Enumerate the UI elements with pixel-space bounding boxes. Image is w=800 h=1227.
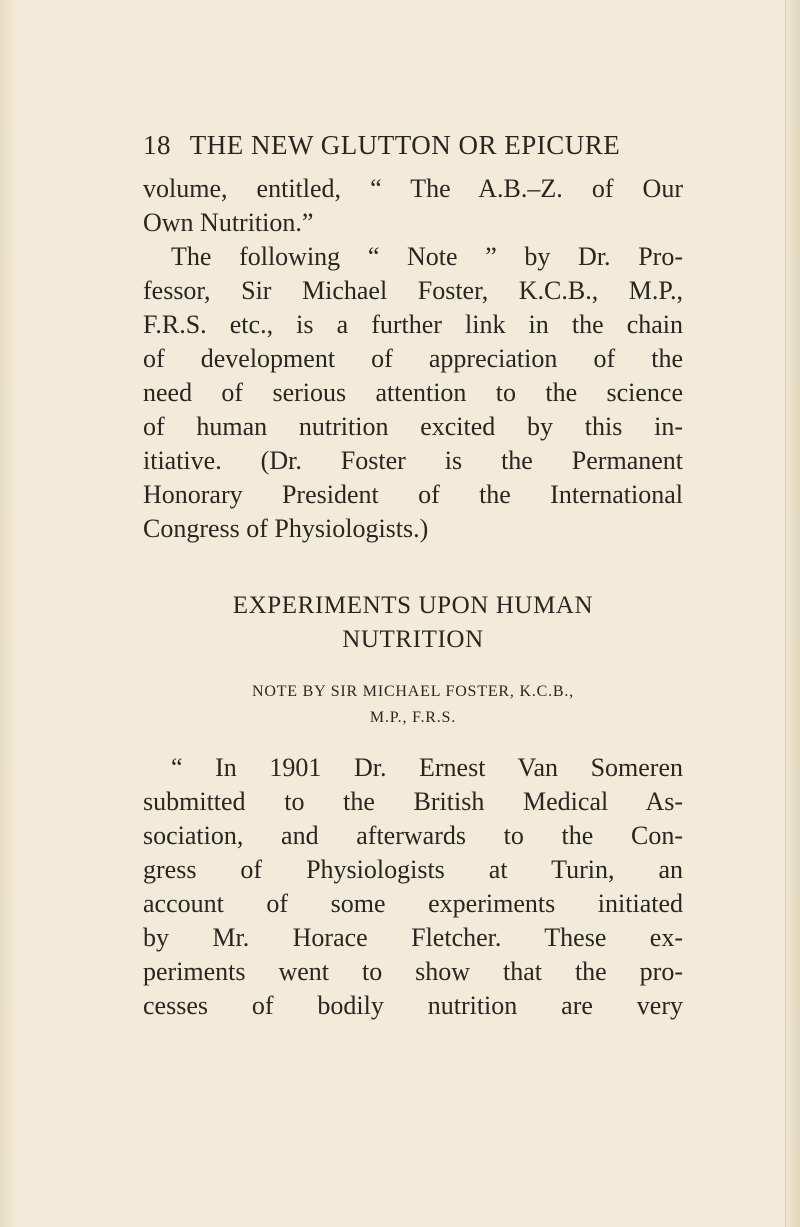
running-head xyxy=(143,130,683,161)
text-line: cesses of bodily nutrition are very xyxy=(143,991,683,1020)
running-head-title: THE NEW GLUTTON OR EPICURE xyxy=(189,130,621,160)
section-heading: EXPERIMENTS UPON HUMAN xyxy=(232,592,594,619)
text-line: fessor, Sir Michael Foster, K.C.B., M.P., xyxy=(143,276,683,305)
text-line: periments went to show that the pro- xyxy=(143,957,683,986)
text-line: F.R.S. etc., is a further link in the chain xyxy=(143,310,683,339)
page-left-edge xyxy=(0,0,18,1227)
text-line: account of some experiments initiated xyxy=(143,889,683,918)
text-line: by Mr. Horace Fletcher. These ex- xyxy=(143,923,683,952)
text-line: of human nutrition excited by this in- xyxy=(143,412,683,441)
page-number: 18 xyxy=(143,130,171,160)
text-line: submitted to the British Medical As- xyxy=(143,787,683,816)
text-line: gress of Physiologists at Turin, an xyxy=(143,855,683,884)
text-line: itiative. (Dr. Foster is the Permanent xyxy=(143,446,683,475)
section-subheading: M.P., F.R.S. xyxy=(369,709,457,726)
text-line: volume, entitled, “ The A.B.–Z. of Our xyxy=(143,174,683,203)
page-right-edge xyxy=(785,0,800,1227)
text-line: Honorary President of the International xyxy=(143,480,683,509)
text-line: of development of appreciation of the xyxy=(143,344,683,373)
section-subheading: NOTE BY SIR MICHAEL FOSTER, K.C.B., xyxy=(252,683,574,700)
text-line: Congress of Physiologists.) xyxy=(143,514,429,543)
text-line: Own Nutrition.” xyxy=(143,208,314,237)
section-heading: NUTRITION xyxy=(342,626,484,653)
text-line: The following “ Note ” by Dr. Pro- xyxy=(171,242,683,271)
text-line: need of serious attention to the science xyxy=(143,378,683,407)
text-line: sociation, and afterwards to the Con- xyxy=(143,821,683,850)
text-line: “ In 1901 Dr. Ernest Van Someren xyxy=(171,753,683,782)
